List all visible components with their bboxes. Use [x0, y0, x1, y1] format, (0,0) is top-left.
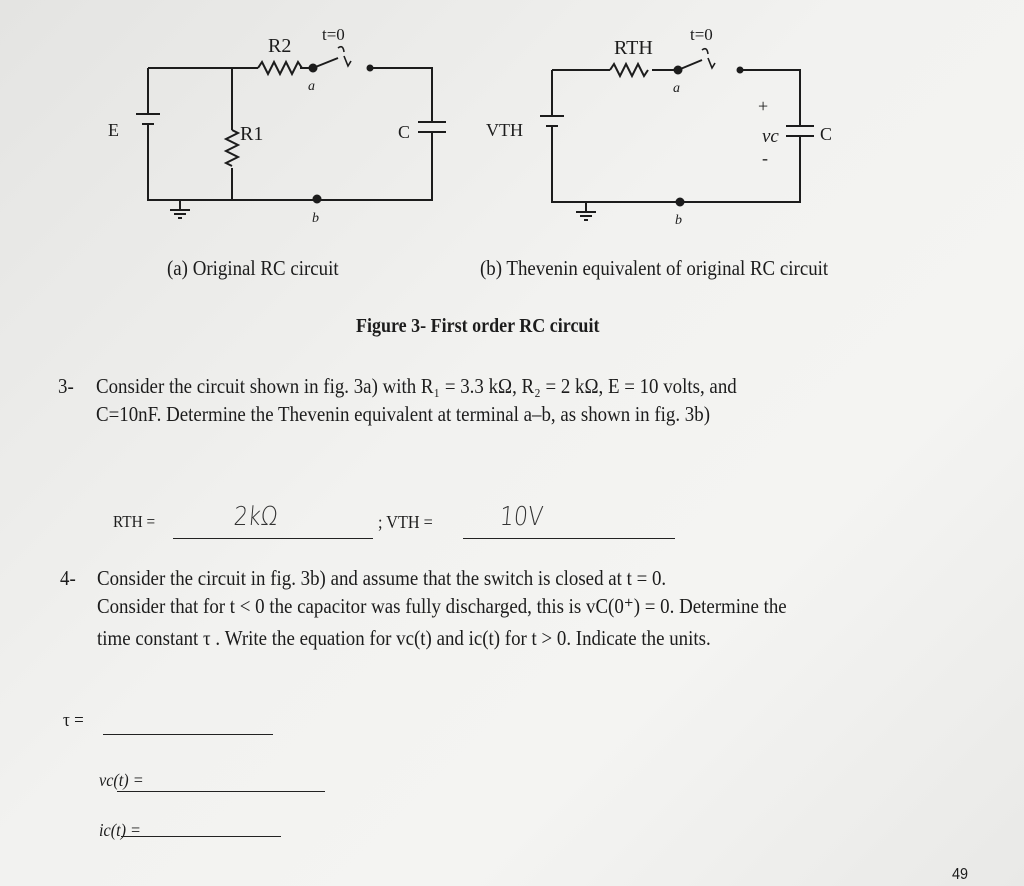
rth-answer-blank[interactable] — [173, 538, 373, 539]
q4-number: 4- — [60, 566, 76, 590]
capacitor-c — [786, 126, 814, 136]
circuit-a-original — [108, 25, 446, 226]
vth-label: ; VTH = — [378, 512, 433, 532]
rth-label: RTH = — [113, 512, 156, 531]
q3-number: 3- — [58, 374, 74, 398]
vth-answer-blank[interactable] — [463, 538, 675, 539]
q3-line2: C=10nF. Determine the Thevenin equivalent at terminal a–b, as shown in fig. 3b) — [96, 402, 710, 426]
label-r2: R2 — [268, 35, 292, 57]
label-node-a: a — [308, 79, 315, 94]
figure-title: Figure 3- First order RC circuit — [356, 315, 600, 337]
q4-line1: Consider the circuit in fig. 3b) and assume that the switch is closed at t = 0. — [97, 566, 667, 590]
page-number: 49 — [952, 866, 969, 883]
resistor-rth — [610, 64, 648, 76]
battery-e — [136, 114, 160, 124]
q3-line1: Consider the circuit shown in fig. 3a) with R₁ = 3.3 kΩ, R₂ = 2 kΩ, E = 10 volts, and — [96, 374, 737, 398]
label-vc: vc — [762, 126, 779, 147]
vc-answer-blank[interactable] — [117, 791, 325, 792]
ground-icon — [170, 200, 190, 218]
ground-icon — [576, 202, 596, 220]
switch-arrow — [702, 49, 715, 68]
label-c: C — [398, 122, 411, 142]
rth-handwritten-answer: 2kΩ — [232, 502, 279, 532]
q4-line3: time constant τ . Write the equation for vc(t) and ic(t) for t > 0. Indicate the units. — [97, 626, 711, 650]
label-vth: VTH — [486, 120, 523, 140]
label-e: E — [108, 120, 119, 140]
circuit-diagrams — [0, 0, 1024, 240]
resistor-r1 — [226, 130, 238, 166]
vth-handwritten-answer: 10V — [498, 502, 545, 532]
q4-line2: Consider that for t < 0 the capacitor was fully discharged, this is vC(0⁺) = 0. Determine the — [97, 594, 787, 618]
resistor-r2 — [258, 62, 302, 74]
label-r1: R1 — [240, 123, 264, 145]
label-switch-b: t=0 — [690, 25, 713, 44]
switch-arrow — [338, 47, 351, 66]
label-node-a: a — [673, 81, 680, 96]
caption-a: (a) Original RC circuit — [167, 256, 339, 280]
label-node-b: b — [675, 213, 682, 228]
label-node-b: b — [312, 211, 319, 226]
label-c: C — [820, 124, 833, 144]
vc-label: vc(t) = — [99, 770, 144, 790]
battery-vth — [540, 116, 564, 126]
circuit-b-thevenin — [486, 25, 832, 228]
label-rth: RTH — [614, 37, 653, 59]
label-minus: - — [762, 148, 768, 168]
tau-answer-blank[interactable] — [103, 734, 273, 735]
ic-answer-blank[interactable] — [121, 836, 281, 837]
ic-label: ic(t) = — [99, 820, 141, 840]
tau-label: τ = — [63, 710, 84, 731]
label-switch-a: t=0 — [322, 25, 345, 44]
capacitor-c — [418, 122, 446, 132]
caption-b: (b) Thevenin equivalent of original RC circuit — [480, 256, 829, 280]
label-plus: + — [758, 96, 769, 116]
